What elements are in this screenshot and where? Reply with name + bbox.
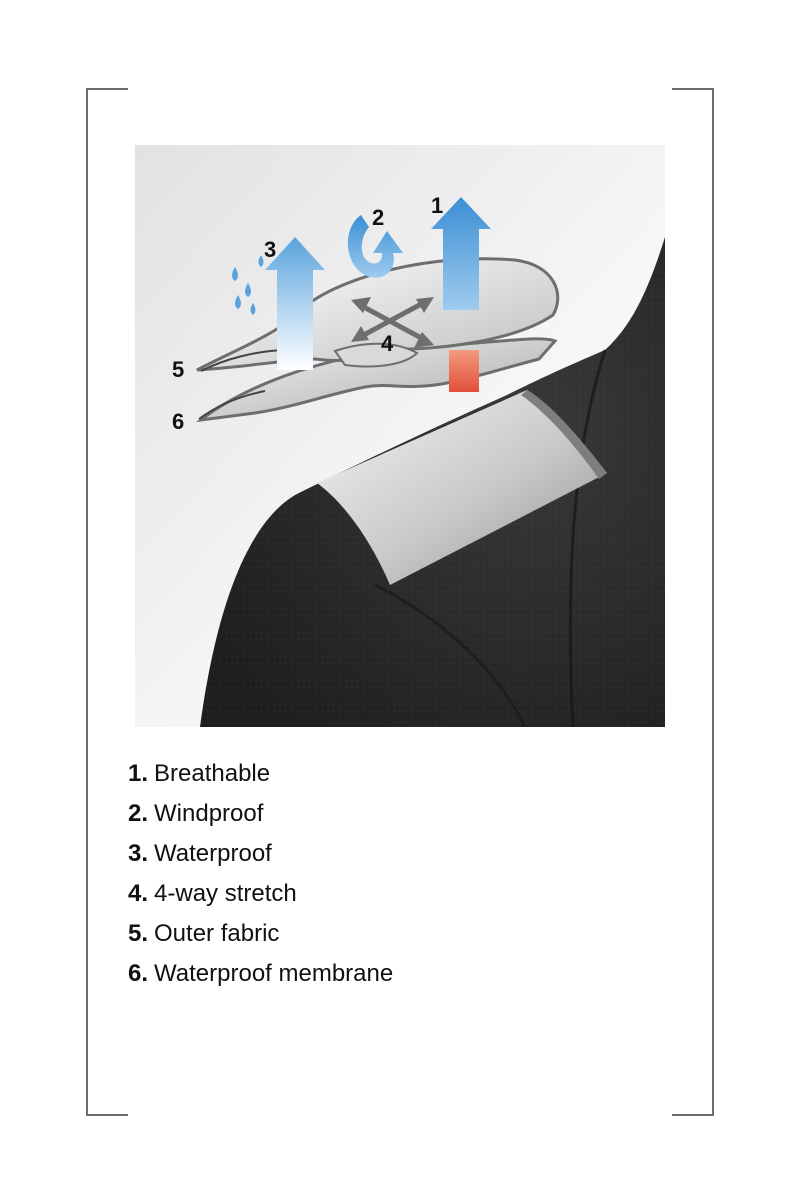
callout-5: 5 <box>172 357 185 382</box>
legend-item-waterproof: 3. Waterproof <box>128 840 272 867</box>
legend-item-stretch: 4. 4-way stretch <box>128 880 297 907</box>
callout-4: 4 <box>381 331 394 356</box>
legend-item-outer-fabric: 5. Outer fabric <box>128 920 280 947</box>
callout-3: 3 <box>264 237 277 262</box>
callout-2: 2 <box>372 205 385 230</box>
legend-item-membrane: 6. Waterproof membrane <box>128 960 394 987</box>
frame-bracket-left <box>86 88 128 1116</box>
frame-bracket-right <box>672 88 714 1116</box>
legend-item-windproof: 2. Windproof <box>128 800 264 827</box>
legend-item-breathable: 1. Breathable <box>128 760 271 787</box>
callout-6: 6 <box>172 409 185 434</box>
illustration-svg <box>135 145 665 727</box>
legend-list <box>128 758 393 998</box>
heat-indicator <box>449 350 479 392</box>
fabric-layers-illustration <box>135 145 665 727</box>
callout-1: 1 <box>431 193 444 218</box>
